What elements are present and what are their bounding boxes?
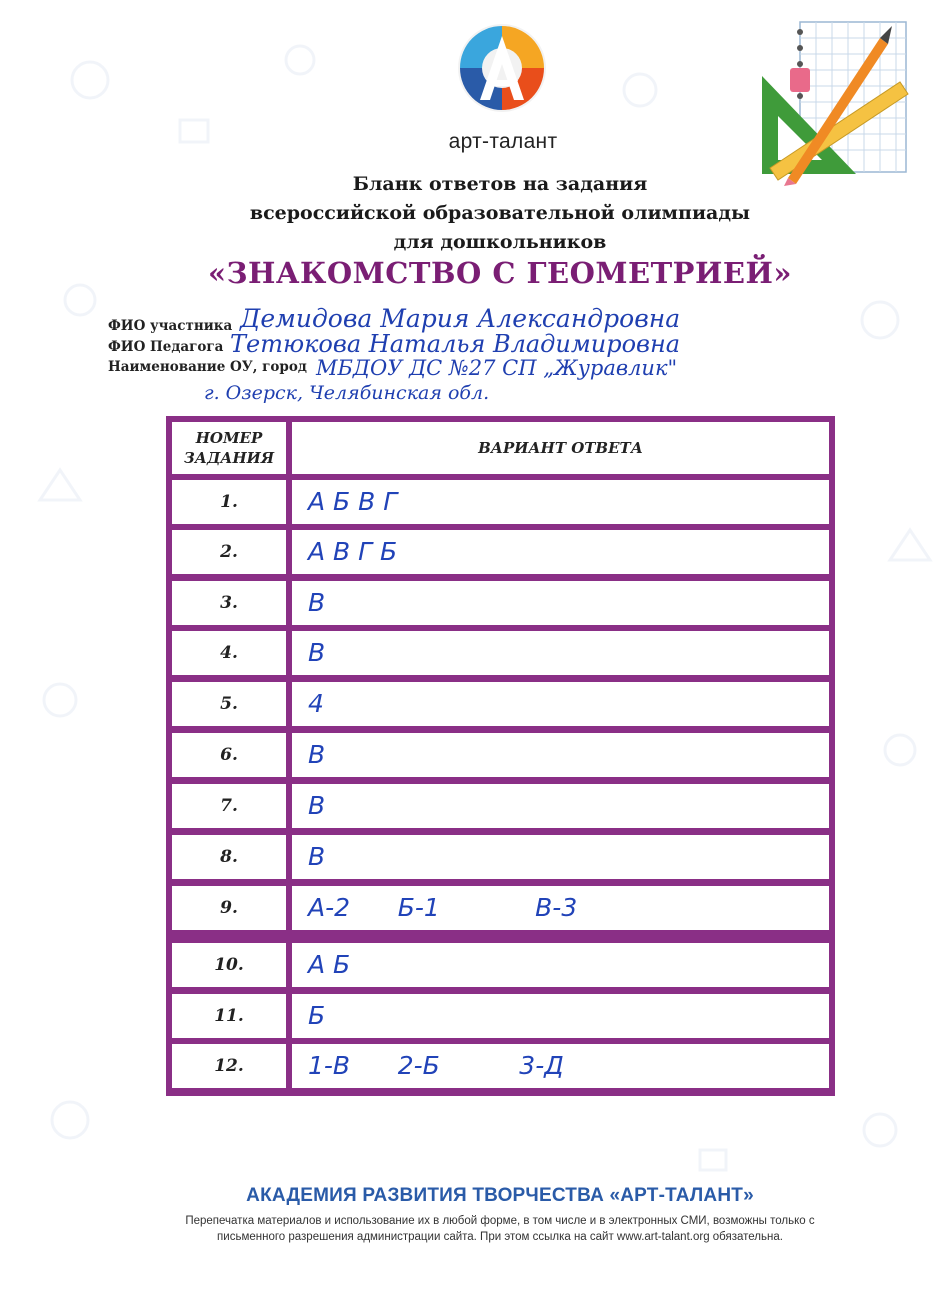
task-number-cell: 6.	[170, 731, 288, 779]
handwritten-answer: 1-В 2-Б 3-Д	[308, 1051, 564, 1080]
art-talant-logo	[452, 18, 552, 118]
footer-notice-line-2: письменного разрешения администрации сайта. При этом ссылка на сайт www.art-talant.org обязательна.	[217, 1231, 783, 1243]
footer-title: АКАДЕМИЯ РАЗВИТИЯ ТВОРЧЕСТВА «АРТ-ТАЛАНТ»	[246, 1185, 754, 1206]
heading-line-1: Бланк ответов на задания	[352, 173, 648, 195]
task-number-cell: 5.	[170, 680, 288, 728]
org-value: МБДОУ ДС №27 СП „Журавлик"	[316, 356, 678, 380]
header-task-number-line1: НОМЕР	[195, 429, 263, 447]
task-number-cell: 3.	[170, 579, 288, 627]
city-value: г. Озерск, Челябинская обл.	[204, 382, 490, 404]
handwritten-answer: В	[308, 791, 326, 820]
handwritten-answer: В	[308, 638, 326, 667]
task-number-cell: 2.	[170, 528, 288, 576]
answer-cell	[290, 478, 831, 526]
geometry-tools-illustration	[760, 18, 910, 188]
org-label: Наименование ОУ, город	[108, 359, 307, 375]
answer-cell	[290, 884, 831, 932]
answer-cell	[290, 731, 831, 779]
participant-value: Демидова Мария Александровна	[240, 304, 681, 333]
handwritten-answer: А-2 Б-1 В-3	[308, 893, 578, 922]
header-answer-variant: ВАРИАНТ ОТВЕТА	[290, 420, 831, 476]
task-number-cell: 10.	[170, 941, 288, 989]
handwritten-answer: 4	[308, 689, 324, 718]
footer-notice-line-1: Перепечатка материалов и использование их в любой форме, в том числе и в электронных СМИ, возможны только с	[185, 1215, 815, 1227]
answer-cell	[290, 1042, 831, 1090]
answer-cell	[290, 629, 831, 677]
handwritten-answer: В	[308, 740, 326, 769]
header-task-number-line2: ЗАДАНИЯ	[183, 449, 275, 467]
participant-label: ФИО участника	[108, 318, 233, 334]
handwritten-answer: А Б В Г	[308, 487, 398, 516]
task-number-cell: 12.	[170, 1042, 288, 1090]
header-task-number	[170, 420, 288, 476]
answer-cell	[290, 782, 831, 830]
olympiad-title: «ЗНАКОМСТВО С ГЕОМЕТРИЕЙ»	[207, 256, 793, 290]
task-number-cell: 1.	[170, 478, 288, 526]
answer-cell	[290, 579, 831, 627]
answer-cell	[290, 528, 831, 576]
task-number-cell: 9.	[170, 884, 288, 932]
teacher-label: ФИО Педагога	[108, 339, 224, 355]
answer-cell	[290, 992, 831, 1040]
answer-cell	[290, 941, 831, 989]
task-number-cell: 11.	[170, 992, 288, 1040]
teacher-value: Тетюкова Наталья Владимировна	[230, 330, 681, 358]
task-number-cell: 7.	[170, 782, 288, 830]
handwritten-answer: А Б	[308, 950, 351, 979]
task-number-cell: 4.	[170, 629, 288, 677]
heading-line-2: всероссийской образовательной олимпиады	[249, 202, 751, 224]
answer-table	[166, 416, 835, 1096]
handwritten-answer: В	[308, 588, 326, 617]
handwritten-answer: Б	[308, 1001, 326, 1030]
handwritten-answer: В	[308, 842, 326, 871]
handwritten-answer: А В Г Б	[308, 537, 398, 566]
task-number-cell: 8.	[170, 833, 288, 881]
heading-line-3: для дошкольников	[393, 231, 607, 253]
logo-text: арт-талант	[448, 130, 558, 153]
answer-cell	[290, 833, 831, 881]
answer-cell	[290, 680, 831, 728]
